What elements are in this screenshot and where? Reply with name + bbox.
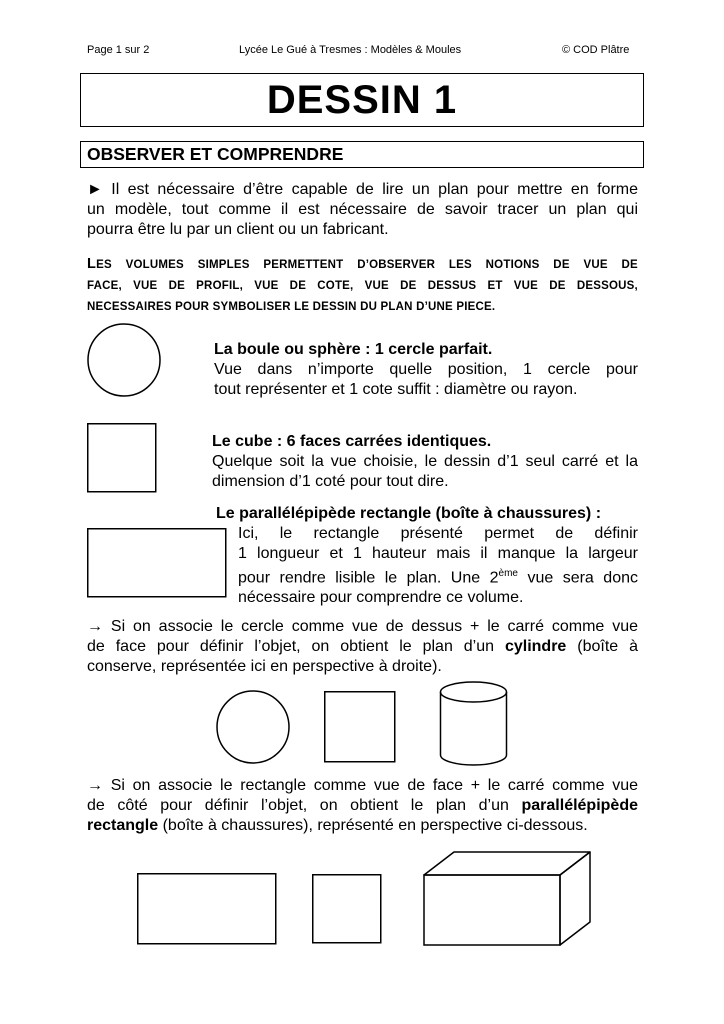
- cylinder-line-2: [87, 637, 638, 657]
- sphere-line-1: Vue dans n’importe quelle position, 1 cercle pour: [214, 361, 638, 378]
- box-perspective-figure: [423, 851, 593, 951]
- parallelepiped-line-4: nécessaire pour comprendre ce volume.: [238, 589, 524, 607]
- section-heading-box: [80, 141, 644, 168]
- cube-title: Le cube : 6 faces carrées identiques.: [212, 433, 492, 450]
- cube-line-1: Quelque soit la vue choisie, le dessin d’1 seul carré et la: [212, 453, 638, 470]
- smallcaps-paragraph: [87, 254, 638, 318]
- sphere-line-2: tout représenter et 1 cote suffit : diamètre ou rayon.: [214, 381, 578, 398]
- side-view-square-figure: [312, 874, 384, 946]
- intro-line-3: pourra être lu par un client ou un fabricant.: [87, 221, 389, 238]
- front-view-square-figure: [324, 691, 396, 763]
- smallcaps-line: FACE, VUE DE PROFIL, VUE DE COTE, VUE DE DESSUS ET VUE DE DESSOUS,: [87, 280, 638, 292]
- cube-line-2: dimension d’1 coté pour tout dire.: [212, 473, 449, 490]
- section-heading: OBSERVER ET COMPRENDRE: [87, 144, 344, 164]
- title-box: [80, 73, 644, 127]
- top-view-circle-figure: [216, 690, 292, 766]
- cylinder-line-1-text: Si on associe le cercle comme vue de dessus + le carré comme vue: [110, 618, 639, 635]
- box-line-2-a: de côté pour définir l’objet, on obtient le plan d’un: [87, 797, 522, 814]
- sphere-circle-figure: [86, 322, 162, 398]
- bullet-icon: ►: [87, 181, 103, 198]
- cylinder-line-3: conserve, représentée ici en perspective à droite).: [87, 658, 442, 675]
- smallcaps-line: NECESSAIRES POUR SYMBOLISER LE DESSIN DU PLAN D’UNE PIECE.: [87, 301, 496, 313]
- parallelepiped-rectangle-figure: [87, 528, 227, 598]
- intro-line-1: [87, 180, 638, 200]
- box-paragraph: [87, 776, 638, 836]
- cylinder-line-2-b: (boîte à: [566, 638, 638, 655]
- parallelepiped-title: Le parallélépipède rectangle (boîte à chaussures) :: [216, 505, 602, 522]
- cylinder-perspective-figure: [439, 681, 511, 767]
- cylinder-paragraph: [87, 617, 638, 677]
- parallelepiped-line-2: 1 longueur et 1 hauteur mais il manque la largeur: [238, 545, 638, 562]
- box-line-1-text: Si on associe le rectangle comme vue de face + le carré comme vue: [110, 777, 639, 794]
- arrow-icon: →: [87, 777, 103, 794]
- parallelepiped-line-3-a: pour rendre lisible le plan. Une 2: [238, 569, 499, 587]
- parallelepiped-line-3-b: vue sera donc: [517, 569, 639, 587]
- page-number: Page 1 sur 2: [87, 44, 150, 56]
- superscript-eme: ème: [498, 568, 518, 579]
- rectangle-keyword: rectangle: [87, 817, 159, 834]
- box-line-1: [87, 776, 638, 796]
- cylinder-line-2-a: de face pour définir l’objet, on obtient le plan d’un: [87, 638, 505, 655]
- front-view-rectangle-figure: [137, 873, 277, 945]
- cylinder-line-1: [87, 617, 638, 637]
- page-title: DESSIN 1: [266, 77, 458, 122]
- school-header: Lycée Le Gué à Tresmes : Modèles & Moules: [239, 44, 462, 56]
- arrow-icon: →: [87, 618, 103, 635]
- parallelepiped-line-1: Ici, le rectangle présenté permet de définir: [238, 525, 638, 542]
- parallelepiped-keyword: parallélépipède: [521, 797, 638, 814]
- cube-block: [212, 432, 638, 492]
- sphere-title: La boule ou sphère : 1 cercle parfait.: [214, 341, 493, 358]
- parallelepiped-block: [238, 524, 638, 608]
- sphere-block: [214, 340, 638, 400]
- copyright-header: © COD Plâtre: [562, 44, 630, 56]
- intro-line-2: un modèle, tout comme il est nécessaire de savoir tracer un plan qui: [87, 201, 638, 218]
- box-line-2: [87, 796, 638, 816]
- intro-line-1-text: Il est nécessaire d’être capable de lire un plan pour mettre en forme: [111, 181, 639, 198]
- intro-paragraph: [87, 180, 638, 240]
- parallelepiped-line-3: [238, 564, 638, 588]
- box-line-3: [87, 816, 638, 836]
- cube-square-figure: [87, 423, 157, 493]
- cylinder-keyword: cylindre: [504, 638, 567, 655]
- smallcaps-line: LES VOLUMES SIMPLES PERMETTENT D’OBSERVER LES NOTIONS DE VUE DE: [87, 256, 638, 272]
- box-line-3-b: (boîte à chaussures), représenté en perspective ci-dessous.: [158, 817, 588, 834]
